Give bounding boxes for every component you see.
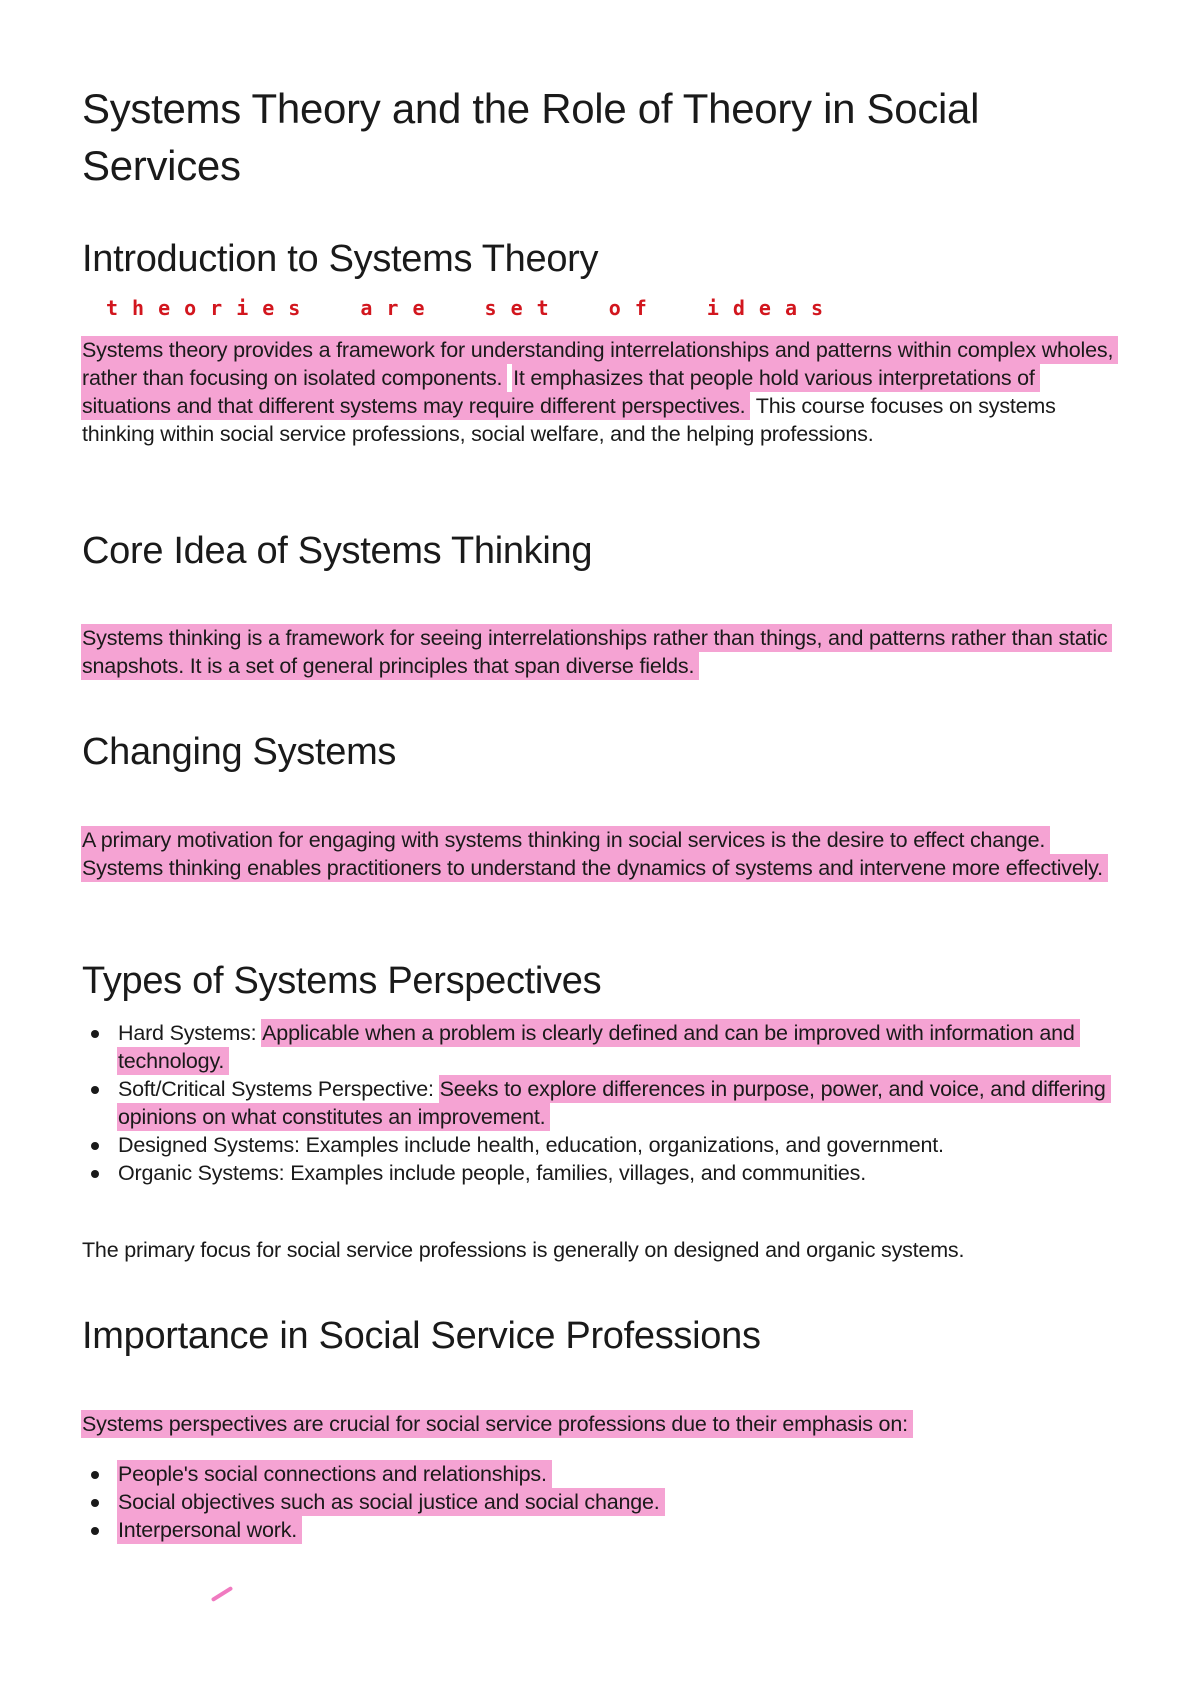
intro-highlight-2: It emphasizes that people hold various interpretations of situations and that different systems may require different perspectives. — [81, 364, 1040, 420]
heading-changing-systems: Changing Systems — [82, 731, 397, 773]
intro-paragraph — [82, 336, 1122, 448]
intro-text: This course focuses on systems thinking within social service professions, social welfare, and the helping professions. — [82, 394, 1056, 446]
intro-highlight-1: Systems theory provides a framework for understanding interrelationships and patterns within complex wholes, rather than focusing on isolated components. — [81, 336, 1118, 392]
list-item-term: Organic Systems: — [118, 1161, 285, 1185]
pen-mark — [211, 1586, 233, 1602]
heading-importance: Importance in Social Service Professions — [82, 1315, 761, 1357]
handwritten-annotation: theories are set of ideas — [106, 296, 838, 320]
heading-types: Types of Systems Perspectives — [82, 960, 602, 1002]
list-item-term: Soft/Critical Systems Perspective: — [118, 1077, 434, 1101]
list-item-desc: Seeks to explore differences in purpose, power, and voice, and differing opinions on what constitutes an improvement. — [117, 1075, 1111, 1131]
list-item — [82, 1159, 1142, 1187]
changing-highlight: A primary motivation for engaging with systems thinking in social services is the desire to effect change. Systems thinking enables practitioners to understand the dynamics of systems and intervene more effectively. — [81, 826, 1108, 882]
page-title: Systems Theory and the Role of Theory in Social Services — [82, 85, 980, 189]
list-item-term: Hard Systems: — [118, 1021, 257, 1045]
importance-paragraph — [82, 1410, 1142, 1438]
core-highlight: Systems thinking is a framework for seeing interrelationships rather than things, and patterns rather than static snapshots. It is a set of general principles that span diverse fields. — [81, 624, 1112, 680]
list-item-desc: Examples include people, families, villages, and communities. — [290, 1161, 867, 1185]
types-closing: The primary focus for social service professions is generally on designed and organic systems. — [82, 1238, 965, 1262]
heading-introduction: Introduction to Systems Theory — [82, 238, 599, 280]
importance-highlight: Systems perspectives are crucial for social service professions due to their emphasis on: — [81, 1410, 913, 1438]
importance-list — [82, 1460, 1142, 1544]
list-item-desc: Examples include health, education, organizations, and government. — [305, 1133, 944, 1157]
list-item — [82, 1075, 1142, 1131]
list-item-text: People's social connections and relationships. — [117, 1460, 552, 1488]
types-list — [82, 1019, 1142, 1187]
list-item — [82, 1488, 1142, 1516]
list-item-text: Social objectives such as social justice and social change. — [117, 1488, 665, 1516]
list-item-desc: Applicable when a problem is clearly defined and can be improved with information and technology. — [117, 1019, 1080, 1075]
list-item — [82, 1019, 1142, 1075]
list-item-text: Interpersonal work. — [117, 1516, 302, 1544]
core-paragraph — [82, 624, 1122, 680]
list-item — [82, 1131, 1142, 1159]
heading-core-idea: Core Idea of Systems Thinking — [82, 530, 593, 572]
list-item — [82, 1516, 1142, 1544]
list-item — [82, 1460, 1142, 1488]
list-item-term: Designed Systems: — [118, 1133, 300, 1157]
changing-paragraph — [82, 826, 1122, 882]
